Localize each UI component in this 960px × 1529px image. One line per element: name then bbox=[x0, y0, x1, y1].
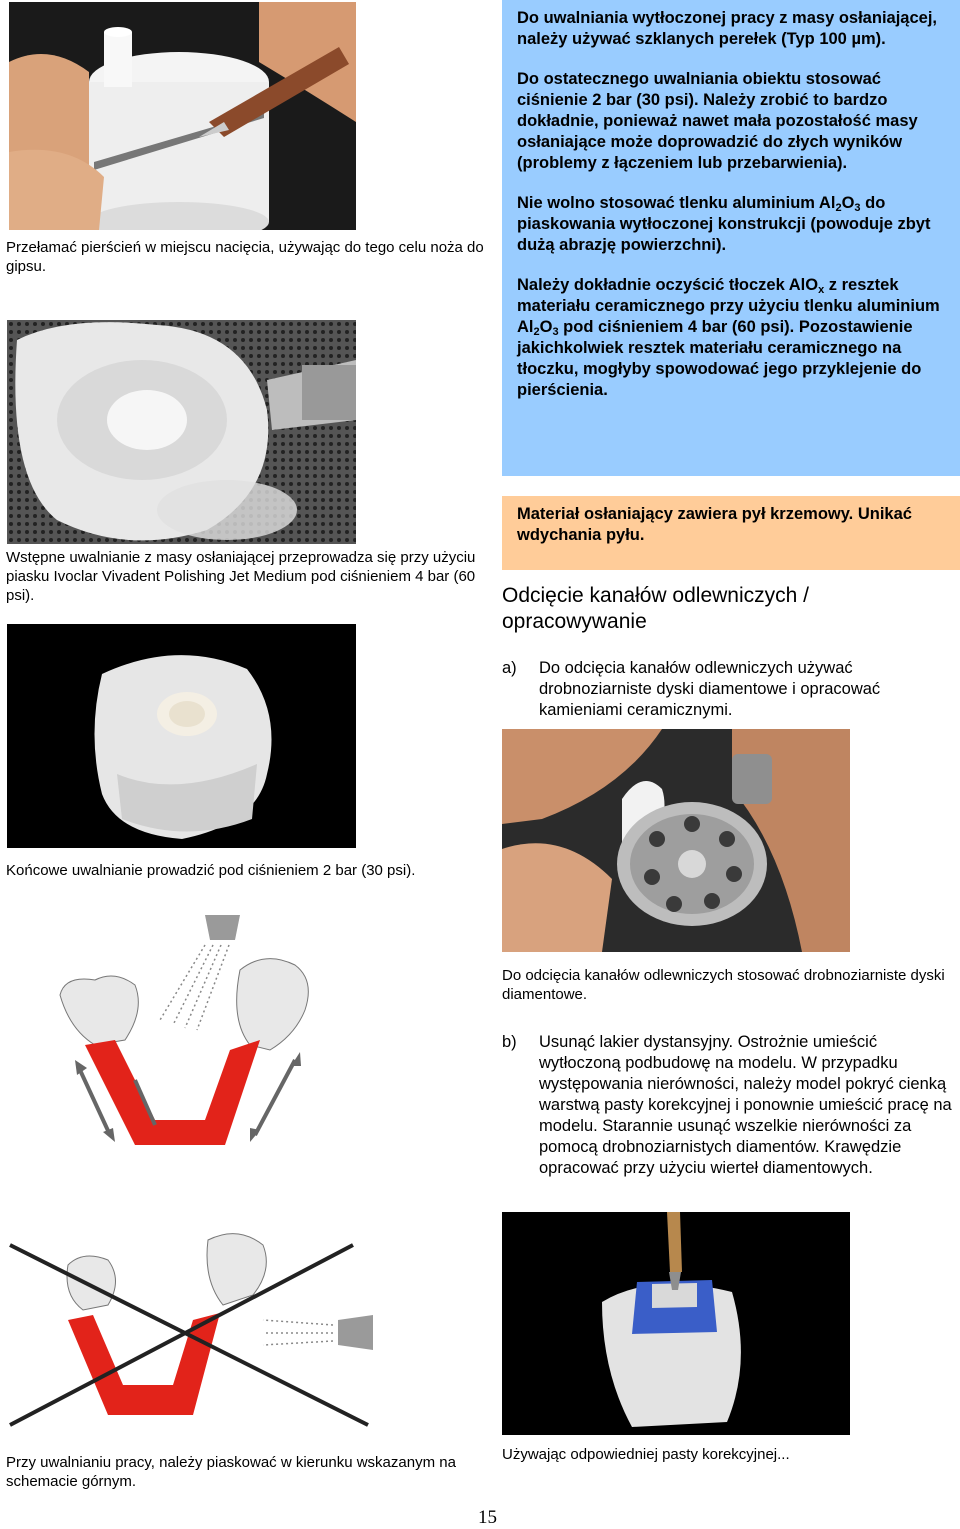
caption-blasting: Przy uwalnianiu pracy, należy piaskować w kierunku wskazanym na schemacie górnym. bbox=[6, 1454, 456, 1490]
caption-initial: Wstępne uwalnianie z masy osłaniającej przeprowadza się przy użyciu piasku Ivoclar Vivadent Polishing Jet Medium pod ciśnieniem 4 bar (60 psi). bbox=[6, 549, 476, 604]
caption-final: Końcowe uwalnianie prowadzić pod ciśnieniem 2 bar (30 psi). bbox=[6, 862, 416, 879]
info-no-alumina: Nie wolno stosować tlenku aluminium $Al_2O_3$ do piaskowania wytłoczonej konstrukcji (powoduje zbyt dużą abrazję powierzchni). bbox=[517, 194, 931, 254]
diagram-correct-blasting bbox=[55, 910, 395, 1160]
warning-box-silica: Materiał osłaniający zawiera pył krzemowy. Unikać wdychania pyłu. bbox=[502, 496, 960, 570]
step-b-label: b) bbox=[502, 1033, 517, 1051]
caption-ring: Przełamać pierścień w miejscu nacięcia, używając do tego celu noża do gipsu. bbox=[6, 239, 484, 275]
step-a bbox=[502, 658, 957, 724]
photo-breaking-ring bbox=[9, 2, 356, 230]
step-a-text: Do odcięcia kanałów odlewniczych używać drobnoziarniste dyski diamentowe i opracować kamieniami ceramicznymi. bbox=[539, 659, 881, 719]
page-number: 15 bbox=[478, 1507, 497, 1528]
caption-disc: Do odcięcia kanałów odlewniczych stosować drobnoziarniste dyski diamentowe. bbox=[502, 967, 945, 1003]
info-final-pressure: Do ostatecznego uwalniania obiektu stosować ciśnienie 2 bar (30 psi). Należy zrobić to bardzo dokładnie, ponieważ nawet mała pozostałość masy osłaniające może doprowadzić do złych wyników (problemy z łączeniem lub przebarwienia). bbox=[517, 70, 918, 172]
info-glass-beads: Do uwalniania wytłoczonej pracy z masy osłaniającej, należy używać szklanych perełek (Typ 100 µm). bbox=[517, 9, 937, 48]
photo-diamond-disc bbox=[502, 729, 850, 952]
section-heading: Odcięcie kanałów odlewniczych / opracowywanie bbox=[502, 584, 809, 633]
step-b bbox=[502, 1032, 957, 1202]
photo-final-release bbox=[7, 624, 356, 848]
caption-paste: Używając odpowiedniej pasty korekcyjnej... bbox=[502, 1446, 790, 1463]
photo-correction-paste bbox=[502, 1212, 850, 1435]
info-box-blue bbox=[502, 0, 960, 476]
diagram-incorrect-blasting bbox=[8, 1225, 378, 1430]
step-a-label: a) bbox=[502, 659, 517, 677]
step-b-text: Usunąć lakier dystansyjny. Ostrożnie umieścić wytłoczoną podbudowę na modelu. W przypadku występowania nierówności, należy model pokryć cienką warstwą pasty korekcyjnej i ponownie umieścić pracę na modelu. Starannie usunąć wszelkie nierówności za pomocą drobnoziarnistych diamentów. Krawędzie opracować przy użyciu wierteł diamentowych. bbox=[539, 1033, 952, 1177]
photo-initial-blasting bbox=[7, 320, 356, 544]
info-clean-plunger: Należy dokładnie oczyścić tłoczek AlO$_x$ z resztek materiału ceramicznego przy użyciu tlenku aluminium $Al_2O_3$ pod ciśnieniem 4 bar (60 psi). Pozostawienie jakichkolwiek resztek materiału ceramicznego na tłoczku, mogłyby spowodować jego przyklejenie do pierścienia. bbox=[517, 276, 940, 399]
